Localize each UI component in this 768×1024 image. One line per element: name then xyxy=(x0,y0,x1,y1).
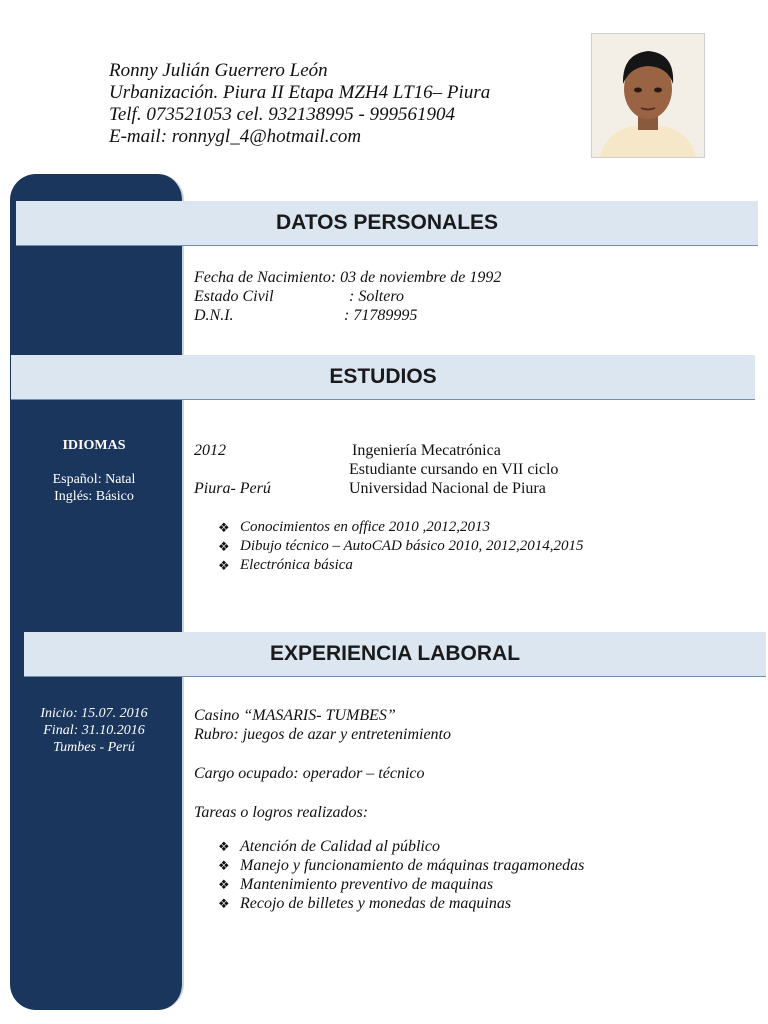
languages-title: IDIOMAS xyxy=(62,438,126,453)
diamond-bullet-icon: ❖ xyxy=(218,896,230,911)
profile-photo-drawing xyxy=(592,34,704,157)
section-bar-studies xyxy=(11,355,755,400)
section-title-experience: EXPERIENCIA LABORAL xyxy=(269,642,521,665)
study-place: Piura- Perú xyxy=(194,480,271,497)
diamond-bullet-icon: ❖ xyxy=(218,877,230,892)
list-item: ❖ Electrónica básica xyxy=(218,557,353,573)
list-item: ❖ Atención de Calidad al público xyxy=(218,838,440,855)
list-item: ❖ Recojo de billetes y monedas de maquinas xyxy=(218,895,512,912)
address: Urbanización. Piura II Etapa MZH4 LT16– Piura xyxy=(109,82,491,103)
list-item: ❖ Conocimientos en office 2010 ,2012,2013 xyxy=(218,519,490,535)
civil-status-label: Estado Civil xyxy=(194,288,274,305)
company: Casino “MASARIS- TUMBES” xyxy=(194,707,396,724)
position: Cargo ocupado: operador – técnico xyxy=(194,765,425,782)
full-name: Ronny Julián Guerrero León xyxy=(109,60,328,81)
tasks-list xyxy=(218,837,584,913)
languages-block xyxy=(10,437,178,505)
profile-photo xyxy=(591,33,705,158)
contact-header xyxy=(109,60,490,148)
dni-label: D.N.I. xyxy=(194,307,234,324)
list-item: ❖ Dibujo técnico – AutoCAD básico 2010, 2012,2014,2015 xyxy=(218,538,584,554)
studies-block xyxy=(194,441,734,498)
study-university: Universidad Nacional de Piura xyxy=(349,480,546,497)
study-status: Estudiante cursando en VII ciclo xyxy=(349,461,559,478)
language-english: Inglés: Básico xyxy=(54,489,134,504)
diamond-bullet-icon: ❖ xyxy=(218,520,230,535)
dni-value: : 71789995 xyxy=(344,307,418,324)
job-end: Final: 31.10.2016 xyxy=(43,723,145,738)
section-title-personal: DATOS PERSONALES xyxy=(275,211,499,234)
job-dates xyxy=(10,705,178,756)
study-career: Ingeniería Mecatrónica xyxy=(352,442,501,459)
birth-date: Fecha de Nacimiento: 03 de noviembre de 1992 xyxy=(194,269,502,286)
language-spanish: Español: Natal xyxy=(52,472,136,487)
experience-block xyxy=(194,706,734,822)
job-place: Tumbes - Perú xyxy=(53,740,135,755)
diamond-bullet-icon: ❖ xyxy=(218,558,230,573)
sector: Rubro: juegos de azar y entretenimiento xyxy=(194,726,451,743)
list-item: ❖ Mantenimiento preventivo de maquinas xyxy=(218,876,494,893)
section-bar-experience xyxy=(24,632,766,677)
tasks-title: Tareas o logros realizados: xyxy=(194,804,369,821)
list-item: ❖ Manejo y funcionamiento de máquinas tragamonedas xyxy=(218,857,585,874)
email: E-mail: ronnygl_4@hotmail.com xyxy=(109,126,362,147)
sidebar-panel xyxy=(10,174,184,1010)
diamond-bullet-icon: ❖ xyxy=(218,539,230,554)
section-title-studies: ESTUDIOS xyxy=(329,365,437,388)
job-start: Inicio: 15.07. 2016 xyxy=(40,706,148,721)
civil-status-value: : Soltero xyxy=(349,288,404,305)
section-bar-personal xyxy=(16,201,758,246)
diamond-bullet-icon: ❖ xyxy=(218,858,230,873)
diamond-bullet-icon: ❖ xyxy=(218,839,230,854)
phone: Telf. 073521053 cel. 932138995 - 999561904 xyxy=(109,104,456,125)
study-year: 2012 xyxy=(194,442,226,459)
skills-list xyxy=(218,518,583,575)
personal-data xyxy=(194,268,734,325)
